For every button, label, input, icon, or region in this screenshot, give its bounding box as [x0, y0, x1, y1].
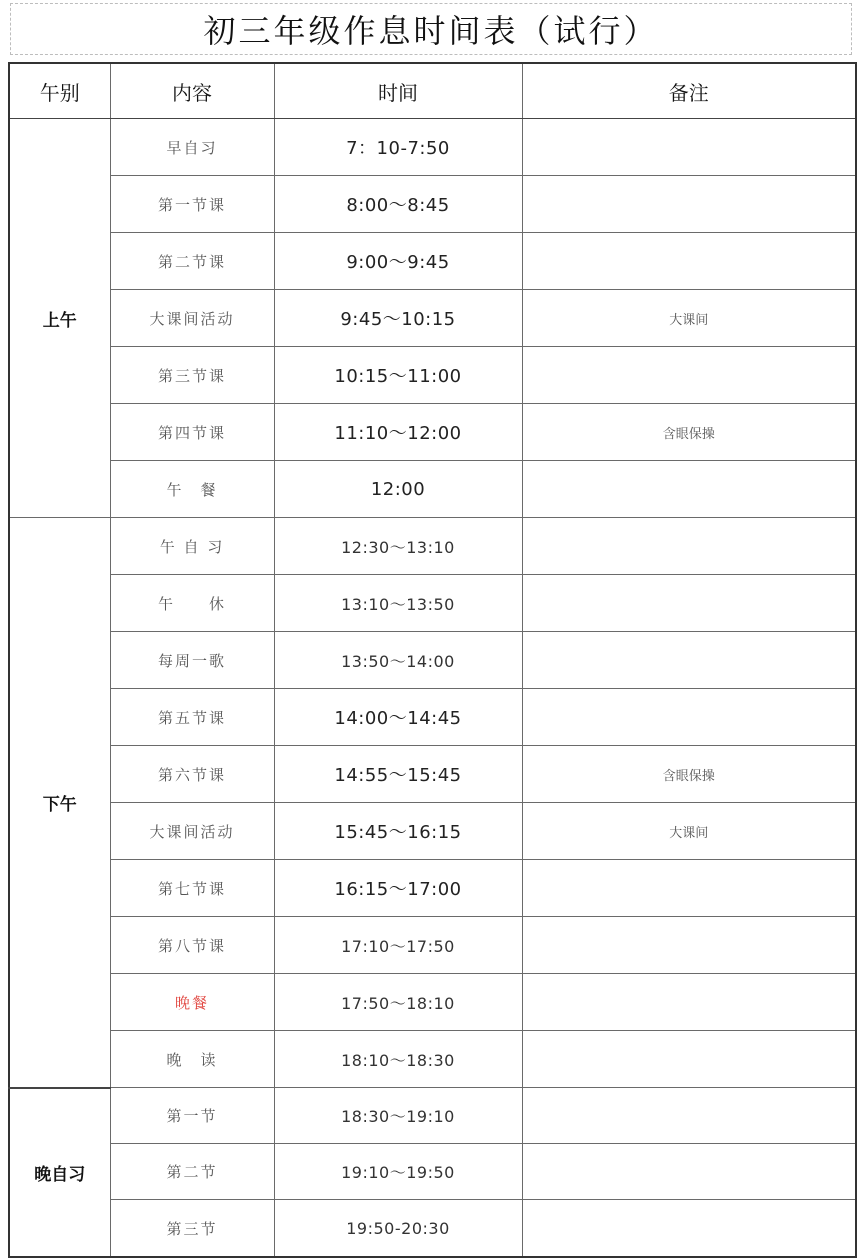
row-note: 含眼保操 — [522, 746, 856, 803]
period-morning: 上午 — [9, 119, 110, 518]
table-row — [9, 233, 856, 290]
row-note — [522, 1031, 856, 1088]
row-content-highlighted: 晚餐 — [110, 974, 274, 1031]
row-note — [522, 233, 856, 290]
row-time: 10:15～11:00 — [274, 347, 522, 404]
row-time: 17:10～17:50 — [274, 917, 522, 974]
title-box — [10, 3, 852, 55]
table-row — [9, 575, 856, 632]
row-content: 第四节课 — [110, 404, 274, 461]
row-note — [522, 632, 856, 689]
table-row — [9, 1200, 856, 1258]
period-afternoon: 下午 — [9, 518, 110, 1088]
table-row — [9, 917, 856, 974]
row-time: 19:10～19:50 — [274, 1144, 522, 1200]
table-row — [9, 803, 856, 860]
row-time: 18:10～18:30 — [274, 1031, 522, 1088]
row-note — [522, 974, 856, 1031]
row-content: 早自习 — [110, 119, 274, 176]
row-content: 第二节课 — [110, 233, 274, 290]
row-content: 第一节 — [110, 1088, 274, 1144]
table-row — [9, 974, 856, 1031]
table-row — [9, 290, 856, 347]
row-content: 第六节课 — [110, 746, 274, 803]
table-row — [9, 860, 856, 917]
table-row — [9, 1088, 856, 1144]
table-row — [9, 461, 856, 518]
row-time: 16:15～17:00 — [274, 860, 522, 917]
table-row — [9, 347, 856, 404]
row-note — [522, 461, 856, 518]
row-time: 11:10～12:00 — [274, 404, 522, 461]
row-time: 12:30～13:10 — [274, 518, 522, 575]
row-content: 第一节课 — [110, 176, 274, 233]
row-note — [522, 1144, 856, 1200]
row-content: 第二节 — [110, 1144, 274, 1200]
row-note — [522, 1088, 856, 1144]
row-note: 含眼保操 — [522, 404, 856, 461]
table-row — [9, 119, 856, 176]
row-time: 9:00～9:45 — [274, 233, 522, 290]
row-time: 17:50～18:10 — [274, 974, 522, 1031]
period-evening: 晚自习 — [9, 1088, 110, 1258]
table-row — [9, 518, 856, 575]
page-title: 初三年级作息时间表（试行） — [203, 12, 659, 50]
row-content: 大课间活动 — [110, 803, 274, 860]
row-time: 18:30～19:10 — [274, 1088, 522, 1144]
header-time: 时间 — [274, 63, 522, 119]
row-content: 第七节课 — [110, 860, 274, 917]
row-time: 14:55～15:45 — [274, 746, 522, 803]
row-content: 第八节课 — [110, 917, 274, 974]
row-time: 19:50-20:30 — [274, 1200, 522, 1258]
row-note — [522, 860, 856, 917]
header-row — [9, 63, 856, 119]
row-content: 每周一歌 — [110, 632, 274, 689]
row-note — [522, 119, 856, 176]
row-content: 第三节课 — [110, 347, 274, 404]
row-content: 第五节课 — [110, 689, 274, 746]
header-content: 内容 — [110, 63, 274, 119]
row-time: 7：10-7:50 — [274, 119, 522, 176]
row-note — [522, 689, 856, 746]
row-note: 大课间 — [522, 290, 856, 347]
table-row — [9, 1144, 856, 1200]
row-time: 13:10～13:50 — [274, 575, 522, 632]
row-time: 8:00～8:45 — [274, 176, 522, 233]
row-time: 9:45～10:15 — [274, 290, 522, 347]
header-note: 备注 — [522, 63, 856, 119]
row-time: 14:00～14:45 — [274, 689, 522, 746]
row-note — [522, 917, 856, 974]
row-note — [522, 1200, 856, 1258]
row-content: 午 自 习 — [110, 518, 274, 575]
table-row — [9, 746, 856, 803]
row-content: 大课间活动 — [110, 290, 274, 347]
row-note — [522, 518, 856, 575]
schedule-table — [8, 62, 857, 1258]
row-note — [522, 347, 856, 404]
row-note — [522, 176, 856, 233]
header-period: 午别 — [9, 63, 110, 119]
row-time: 12:00 — [274, 461, 522, 518]
table-row — [9, 689, 856, 746]
row-content: 第三节 — [110, 1200, 274, 1258]
table-row — [9, 176, 856, 233]
row-time: 15:45～16:15 — [274, 803, 522, 860]
row-note — [522, 575, 856, 632]
row-content: 午 休 — [110, 575, 274, 632]
table-row — [9, 1031, 856, 1088]
row-note: 大课间 — [522, 803, 856, 860]
table-row — [9, 632, 856, 689]
row-content: 午 餐 — [110, 461, 274, 518]
row-time: 13:50～14:00 — [274, 632, 522, 689]
row-content: 晚 读 — [110, 1031, 274, 1088]
table-row — [9, 404, 856, 461]
